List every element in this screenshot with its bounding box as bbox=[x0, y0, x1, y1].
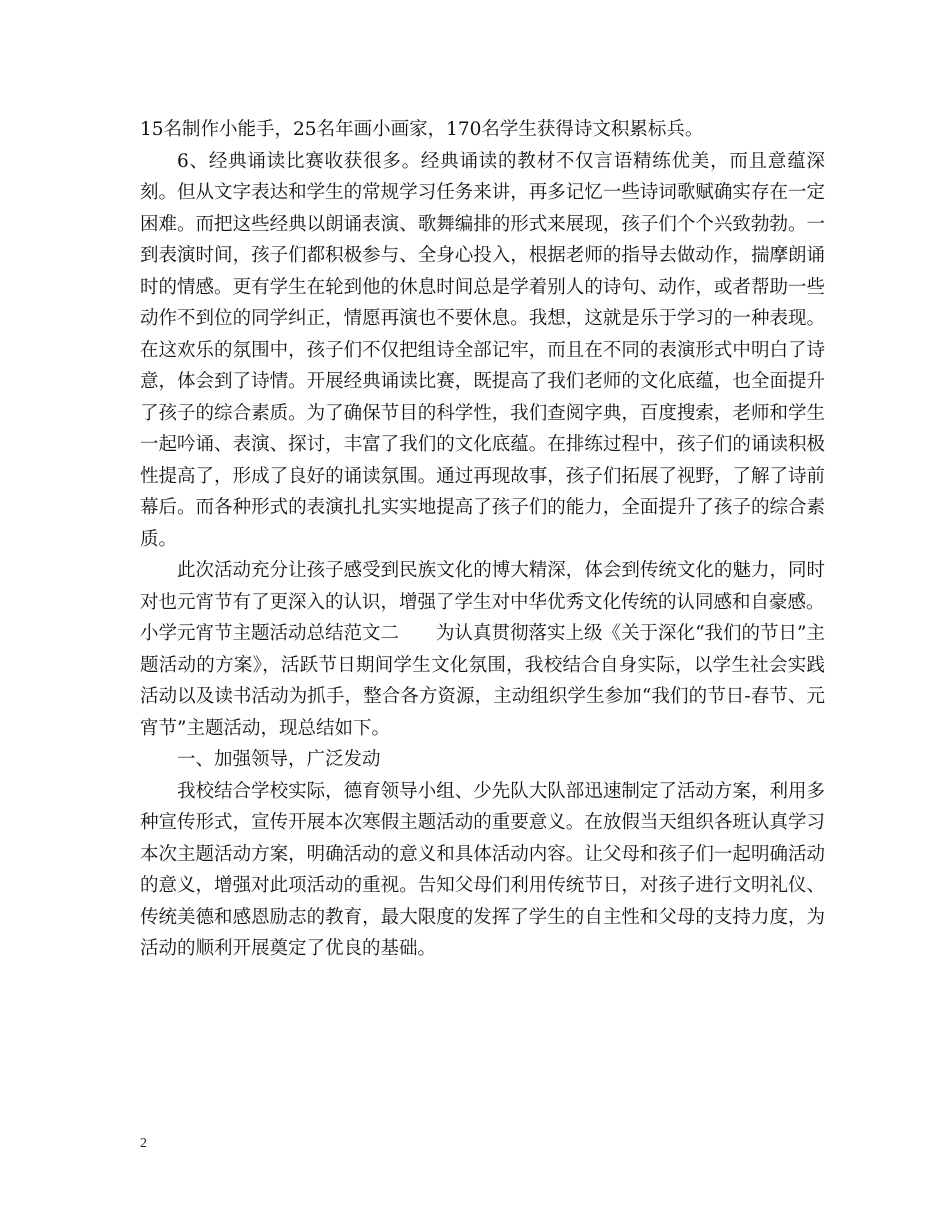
paragraph-classic-recitation: 6、经典诵读比赛收获很多。经典诵读的教材不仅言语精练优美，而且意蕴深刻。但从文字表达和学生的常规学习任务来讲，再多记忆一些诗词歌赋确实存在一定困难。而把这些经典以朗诵表演、歌舞编排的形式来展现，孩子们个个兴致勃勃。一到表演时间，孩子们都积极参与、全身心投入，根据老师的指导去做动作，揣摩朗诵时的情感。更有学生在轮到他的休息时间总是学着别人的诗句、动作，或者帮助一些动作不到位的同学纠正，情愿再演也不要休息。我想，这就是乐于学习的一种表现。在这欢乐的氛围中，孩子们不仅把组诗全部记牢，而且在不同的表演形式中明白了诗意，体会到了诗情。开展经典诵读比赛，既提高了我们老师的文化底蕴，也全面提升了孩子的综合素质。为了确保节目的科学性，我们查阅字典，百度搜索，老师和学生一起吟诵、表演、探讨，丰富了我们的文化底蕴。在排练过程中，孩子们的诵读积极性提高了，形成了良好的诵读氛围。通过再现故事，孩子们拓展了视野，了解了诗前幕后。而各种形式的表演扎扎实实地提高了孩子们的能力，全面提升了孩子的综合素质。 bbox=[140, 150, 825, 550]
page-number: 2 bbox=[140, 1136, 147, 1151]
paragraph-activity-summary: 此次活动充分让孩子感受到民族文化的博大精深，体会到传统文化的魅力，同时对也元宵节有了更深入的认识，增强了学生对中华优秀文化传统的认同感和自豪感。 bbox=[140, 560, 825, 613]
paragraph-leadership-details: 我校结合学校实际，德育领导小组、少先队大队部迅速制定了活动方案，利用多种宣传形式，宣传开展本次寒假主题活动的重要意义。在放假当天组织各班认真学习本次主题活动方案，明确活动的意义和具体活动内容。让父母和孩子们一起明确活动的意义，增强对此项活动的重视。告知父母们利用传统节日，对孩子进行文明礼仪、传统美德和感恩励志的教育，最大限度的发挥了学生的自主性和父母的支持力度，为活动的顺利开展奠定了优良的基础。 bbox=[140, 780, 825, 959]
section-heading-leadership: 一、加强领导，广泛发动 bbox=[177, 749, 381, 770]
paragraph-sample-two-intro: 小学元宵节主题活动总结范文二 为认真贯彻落实上级《关于深化“我们的节日”主题活动的方案》，活跃节日期间学生文化氛围，我校结合自身实际，以学生社会实践活动以及读书活动为抓手，整合各方资源，主动组织学生参加“我们的节日-春节、元宵节”主题活动，现总结如下。 bbox=[140, 623, 825, 739]
document-body bbox=[140, 114, 825, 965]
paragraph-honors: 15名制作小能手，25名年画小画家，170名学生获得诗文积累标兵。 bbox=[140, 119, 704, 140]
